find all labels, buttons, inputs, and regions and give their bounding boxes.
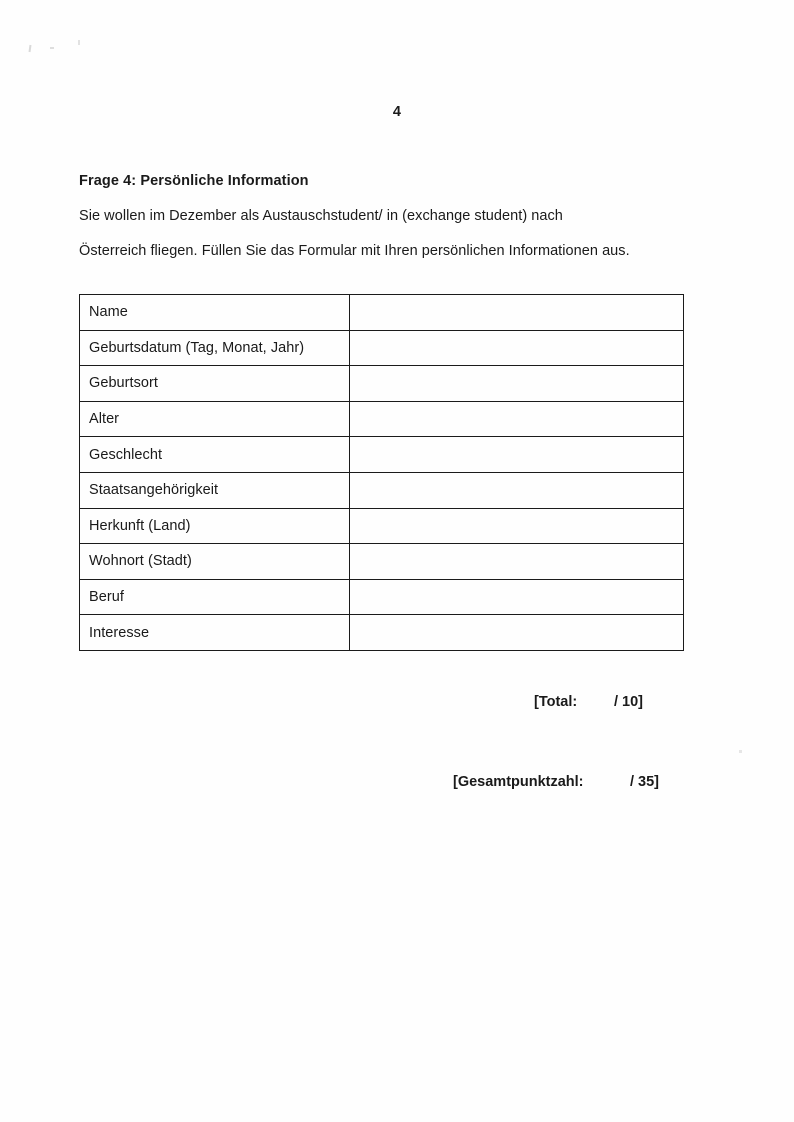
- table-row: [80, 544, 684, 580]
- form-label-geburtsdatum: Geburtsdatum (Tag, Monat, Jahr): [80, 330, 350, 366]
- form-field-interesse[interactable]: [350, 615, 684, 651]
- instruction-line-1: Sie wollen im Dezember als Austauschstudent/ in (exchange student) nach: [79, 208, 563, 224]
- table-row: [80, 472, 684, 508]
- form-field-staatsangehoerigkeit[interactable]: [350, 472, 684, 508]
- form-field-alter[interactable]: [350, 401, 684, 437]
- form-field-beruf[interactable]: [350, 579, 684, 615]
- table-row: [80, 366, 684, 402]
- form-field-herkunft[interactable]: [350, 508, 684, 544]
- page-title: Frage 4: Persönliche Information: [79, 173, 309, 189]
- form-field-geburtsdatum[interactable]: [350, 330, 684, 366]
- instruction-line-2: Österreich fliegen. Füllen Sie das Formular mit Ihren persönlichen Informationen aus.: [79, 243, 630, 259]
- total-label: [Total:: [534, 694, 578, 710]
- table-row: [80, 508, 684, 544]
- form-label-geschlecht: Geschlecht: [80, 437, 350, 473]
- form-label-alter: Alter: [80, 401, 350, 437]
- form-label-staatsangehoerigkeit: Staatsangehörigkeit: [80, 472, 350, 508]
- form-label-herkunft: Herkunft (Land): [80, 508, 350, 544]
- form-label-geburtsort: Geburtsort: [80, 366, 350, 402]
- table-row: [80, 579, 684, 615]
- table-row: [80, 401, 684, 437]
- scan-artifact: [50, 47, 54, 49]
- table-row: [80, 615, 684, 651]
- scan-artifact: [78, 40, 80, 45]
- form-label-beruf: Beruf: [80, 579, 350, 615]
- page-number: 4: [392, 104, 402, 120]
- table-row: [80, 437, 684, 473]
- form-label-interesse: Interesse: [80, 615, 350, 651]
- personal-information-form: [79, 294, 684, 651]
- form-field-wohnort[interactable]: [350, 544, 684, 580]
- grand-total-value: / 35]: [630, 774, 660, 790]
- table-row: [80, 295, 684, 331]
- total-value: / 10]: [614, 694, 644, 710]
- form-field-geburtsort[interactable]: [350, 366, 684, 402]
- form-field-geschlecht[interactable]: [350, 437, 684, 473]
- form-label-name: Name: [80, 295, 350, 331]
- form-field-name[interactable]: [350, 295, 684, 331]
- form-label-wohnort: Wohnort (Stadt): [80, 544, 350, 580]
- grand-total-label: [Gesamtpunktzahl:: [453, 774, 584, 790]
- scan-artifact: [29, 45, 32, 52]
- scan-artifact: [739, 750, 742, 753]
- table-row: [80, 330, 684, 366]
